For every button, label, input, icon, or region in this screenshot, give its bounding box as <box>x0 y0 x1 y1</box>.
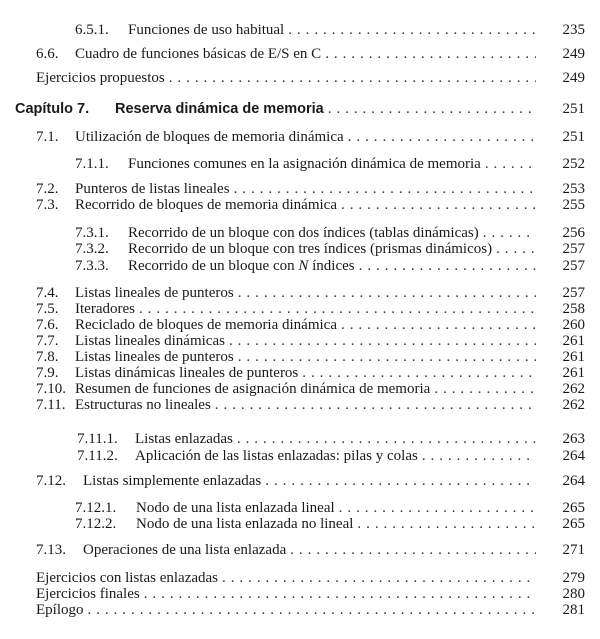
toc-entry-page: 281 <box>562 602 585 618</box>
toc-entry-title: Reciclado de bloques de memoria dinámica <box>75 317 337 333</box>
toc-entry-title: Listas enlazadas <box>135 431 233 447</box>
toc-entry <box>77 430 536 448</box>
toc-entry-number: 7.10. <box>36 381 66 397</box>
toc-entry-page: 265 <box>562 516 585 532</box>
toc-entry-title: Recorrido de bloques de memoria dinámica <box>75 197 337 213</box>
toc-entry-page: 255 <box>562 197 585 213</box>
dot-leader <box>496 240 536 258</box>
toc-entry-page: 235 <box>562 22 585 38</box>
toc-entry-number: 7.2. <box>36 181 59 197</box>
dot-leader <box>357 515 536 533</box>
dot-leader <box>341 196 536 214</box>
toc-entry-number: Capítulo 7. <box>15 101 90 117</box>
toc-entry-title: Punteros de listas lineales <box>75 181 230 197</box>
toc-entry-number: 7.11. <box>36 397 66 413</box>
toc-entry-page: 264 <box>562 448 585 464</box>
toc-entry-number: 6.6. <box>36 46 59 62</box>
toc-entry <box>75 240 536 258</box>
toc-entry-number: 7.7. <box>36 333 59 349</box>
toc-entry-number: 6.5.1. <box>75 22 109 38</box>
toc-entry-page: 251 <box>562 101 585 117</box>
toc-entry-number: 7.5. <box>36 301 59 317</box>
dot-leader <box>215 396 536 414</box>
dot-leader <box>359 257 536 275</box>
toc-entry <box>75 515 536 533</box>
toc-entry <box>75 21 536 39</box>
dot-leader <box>88 601 537 619</box>
toc-entry-title: Aplicación de las listas enlazadas: pilas y colas <box>135 448 418 464</box>
toc-entry-number: 7.12.2. <box>75 516 117 532</box>
toc-entry-number: 7.3.1. <box>75 225 109 241</box>
toc-entry-title: Resumen de funciones de asignación dinámica de memoria <box>75 381 431 397</box>
toc-entry-page: 261 <box>562 333 585 349</box>
toc-entry <box>36 128 536 146</box>
toc-entry-page: 252 <box>562 156 585 172</box>
toc-entry-title: Cuadro de funciones básicas de E/S en C <box>75 46 322 62</box>
dot-leader <box>169 69 536 87</box>
toc-entry-title: Ejercicios propuestos <box>36 70 165 86</box>
toc-entry-title: Funciones de uso habitual <box>128 22 285 38</box>
toc-entry-page: 258 <box>562 301 585 317</box>
dot-leader <box>485 155 536 173</box>
toc-entry-page: 257 <box>562 285 585 301</box>
toc-entry-number: 7.4. <box>36 285 59 301</box>
toc-entry <box>36 396 536 414</box>
toc-entry-page: 257 <box>562 258 585 274</box>
toc-entry <box>36 196 536 214</box>
toc-entry-title: Listas simplemente enlazadas <box>83 473 262 489</box>
toc-entry <box>36 45 536 63</box>
toc-entry-page: 262 <box>562 397 585 413</box>
toc-entry-number: 7.12.1. <box>75 500 117 516</box>
dot-leader <box>288 21 536 39</box>
toc-entry-page: 253 <box>562 181 585 197</box>
toc-entry-page: 261 <box>562 365 585 381</box>
toc-entry <box>36 472 536 490</box>
toc-entry-page: 263 <box>562 431 585 447</box>
toc-entry <box>75 155 536 173</box>
toc-entry-number: 7.11.2. <box>77 448 118 464</box>
toc-entry-page: 249 <box>562 70 585 86</box>
toc-entry-title: Epílogo <box>36 602 84 618</box>
toc-entry <box>36 541 536 559</box>
dot-leader <box>237 430 536 448</box>
toc-entry-number: 7.9. <box>36 365 59 381</box>
dot-leader <box>348 128 536 146</box>
toc-entry-page: 251 <box>562 129 585 145</box>
toc-entry <box>77 447 536 465</box>
toc-entry-page: 260 <box>562 317 585 333</box>
toc-entry <box>36 69 536 87</box>
toc-entry-title: Funciones comunes en la asignación dinámica de memoria <box>128 156 481 172</box>
toc-entry-number: 7.1.1. <box>75 156 109 172</box>
toc-entry-title: Listas lineales de punteros <box>75 349 234 365</box>
toc-entry-number: 7.8. <box>36 349 59 365</box>
toc-entry-title: Estructuras no lineales <box>75 397 211 413</box>
toc-entry-title: Recorrido de un bloque con dos índices (tablas dinámicas) <box>128 225 479 241</box>
toc-chapter-entry <box>15 100 536 118</box>
dot-leader <box>290 541 536 559</box>
toc-entry-number: 7.3. <box>36 197 59 213</box>
toc-entry-title: Ejercicios finales <box>36 586 140 602</box>
toc-entry-number: 7.11.1. <box>77 431 118 447</box>
toc-entry-number: 7.6. <box>36 317 59 333</box>
toc-entry-number: 7.13. <box>36 542 66 558</box>
toc-entry-page: 280 <box>562 586 585 602</box>
toc-entry-page: 279 <box>562 570 585 586</box>
toc-entry-title: Utilización de bloques de memoria dinámica <box>75 129 344 145</box>
toc-entry <box>36 601 536 619</box>
dot-leader <box>265 472 536 490</box>
toc-entry-title: Nodo de una lista enlazada no lineal <box>136 516 354 532</box>
toc-entry-title: Recorrido de un bloque con N índices <box>128 258 355 274</box>
toc-entry <box>75 257 536 275</box>
toc-entry-number: 7.3.2. <box>75 241 109 257</box>
toc-entry-title: Operaciones de una lista enlazada <box>83 542 287 558</box>
toc-entry-page: 249 <box>562 46 585 62</box>
toc-entry-title: Ejercicios con listas enlazadas <box>36 570 219 586</box>
toc-entry-page: 261 <box>562 349 585 365</box>
toc-entry-page: 264 <box>562 473 585 489</box>
toc-entry-page: 257 <box>562 241 585 257</box>
toc-entry-title: Listas dinámicas lineales de punteros <box>75 365 299 381</box>
dot-leader <box>422 447 536 465</box>
toc-entry-page: 271 <box>562 542 585 558</box>
toc-entry-page: 256 <box>562 225 585 241</box>
toc-entry-number: 7.3.3. <box>75 258 109 274</box>
toc-entry-title: Listas lineales dinámicas <box>75 333 225 349</box>
toc-entry-page: 265 <box>562 500 585 516</box>
toc-entry-title: Iteradores <box>75 301 135 317</box>
toc-entry-title: Reserva dinámica de memoria <box>115 101 324 117</box>
toc-entry-number: 7.12. <box>36 473 66 489</box>
toc-entry-page: 262 <box>562 381 585 397</box>
toc-entry-title: Listas lineales de punteros <box>75 285 234 301</box>
toc-entry-title: Recorrido de un bloque con tres índices (prismas dinámicos) <box>128 241 493 257</box>
dot-leader <box>325 45 536 63</box>
toc-entry-number: 7.1. <box>36 129 59 145</box>
dot-leader <box>328 100 536 118</box>
toc-entry-title: Nodo de una lista enlazada lineal <box>136 500 335 516</box>
